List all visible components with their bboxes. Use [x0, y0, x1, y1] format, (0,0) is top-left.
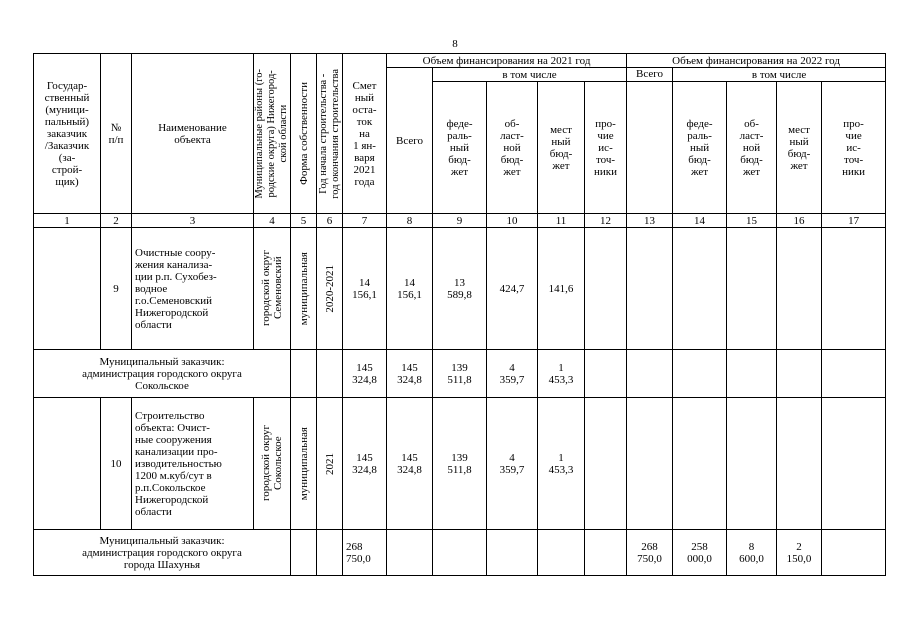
ownership-cell — [291, 530, 317, 576]
district-cell: городской округ Сокольское — [254, 398, 291, 530]
row-number: 9 — [101, 228, 132, 350]
regional-2021-cell: 4 359,7 — [487, 398, 538, 530]
total-2022-cell — [627, 228, 673, 350]
federal-2022-cell — [673, 228, 727, 350]
federal-2022-cell — [673, 398, 727, 530]
col-num: 13 — [627, 214, 673, 228]
page-number: 8 — [452, 38, 458, 50]
customer-label: Муниципальный заказчик: администрация городского округа города Шахунья — [34, 530, 291, 576]
regional-2022-cell: 8 600,0 — [727, 530, 777, 576]
col-num: 14 — [673, 214, 727, 228]
customer-cell-blank — [34, 398, 101, 530]
local-2021-cell: 1 453,3 — [538, 350, 585, 398]
total-2021-cell: 14 156,1 — [387, 228, 433, 350]
local-2021-cell: 1 453,3 — [538, 398, 585, 530]
header-object-name: Наименование объекта — [132, 54, 254, 214]
total-2022-cell — [627, 350, 673, 398]
regional-2021-cell: 4 359,7 — [487, 350, 538, 398]
other-2021-cell — [585, 530, 627, 576]
col-num: 7 — [343, 214, 387, 228]
col-num: 5 — [291, 214, 317, 228]
other-2021-cell — [585, 398, 627, 530]
header-total-2021: Всего — [387, 68, 433, 214]
table-row — [34, 398, 886, 530]
header-customer: Государ- ственный (муници- пальный) заказчик /Заказчик (за- строй- щик) — [34, 54, 101, 214]
local-2021-cell — [538, 530, 585, 576]
regional-2022-cell — [727, 228, 777, 350]
header-including-2021: в том числе — [433, 68, 627, 82]
col-num: 4 — [254, 214, 291, 228]
table-row — [34, 350, 886, 398]
col-num: 15 — [727, 214, 777, 228]
ownership-cell: муниципальная — [291, 228, 317, 350]
header-federal-2022: феде- раль- ный бюд- жет — [673, 82, 727, 214]
col-num: 8 — [387, 214, 433, 228]
local-2021-cell: 141,6 — [538, 228, 585, 350]
local-2022-cell — [777, 398, 822, 530]
row-number: 10 — [101, 398, 132, 530]
col-num: 16 — [777, 214, 822, 228]
years-cell — [317, 350, 343, 398]
financing-table — [33, 53, 886, 576]
regional-2022-cell — [727, 398, 777, 530]
federal-2021-cell: 139 511,8 — [433, 398, 487, 530]
other-2022-cell — [822, 228, 886, 350]
customer-cell-blank — [34, 228, 101, 350]
col-num: 3 — [132, 214, 254, 228]
ownership-cell: муниципальная — [291, 398, 317, 530]
estimate-cell: 14 156,1 — [343, 228, 387, 350]
other-2022-cell — [822, 530, 886, 576]
customer-label: Муниципальный заказчик: администрация городского округа Сокольское — [34, 350, 291, 398]
estimate-cell: 145 324,8 — [343, 350, 387, 398]
header-financing-2021: Объем финансирования на 2021 год — [387, 54, 627, 68]
col-num: 11 — [538, 214, 585, 228]
regional-2021-cell: 424,7 — [487, 228, 538, 350]
federal-2021-cell: 13 589,8 — [433, 228, 487, 350]
header-regional-2022: об- ласт- ной бюд- жет — [727, 82, 777, 214]
federal-2021-cell — [433, 530, 487, 576]
col-num: 1 — [34, 214, 101, 228]
object-name: Очистные соору- жения канализа- ции р.п. Сухобез- водное г.о.Семеновский Нижегородской области — [132, 228, 254, 350]
header-number: № п/п — [101, 54, 132, 214]
years-cell: 2020-2021 — [317, 228, 343, 350]
header-estimate: Смет ный оста- ток на 1 ян- варя 2021 года — [343, 54, 387, 214]
other-2021-cell — [585, 350, 627, 398]
header-local-2022: мест ный бюд- жет — [777, 82, 822, 214]
local-2022-cell — [777, 350, 822, 398]
total-2021-cell: 145 324,8 — [387, 398, 433, 530]
col-num: 6 — [317, 214, 343, 228]
other-2021-cell — [585, 228, 627, 350]
col-num: 17 — [822, 214, 886, 228]
header-local-2021: мест ный бюд- жет — [538, 82, 585, 214]
district-cell: городской округ Семеновский — [254, 228, 291, 350]
federal-2022-cell — [673, 350, 727, 398]
header-other-2021: про- чие ис- точ- ники — [585, 82, 627, 214]
years-cell: 2021 — [317, 398, 343, 530]
total-2021-cell — [387, 530, 433, 576]
total-2022-cell: 268 750,0 — [627, 530, 673, 576]
col-num: 9 — [433, 214, 487, 228]
total-2022-cell — [627, 398, 673, 530]
header-including-2022: в том числе — [673, 68, 886, 82]
header-years: Год начала строительства - год окончания строительства — [317, 54, 343, 214]
local-2022-cell: 2 150,0 — [777, 530, 822, 576]
total-2021-cell: 145 324,8 — [387, 350, 433, 398]
other-2022-cell — [822, 350, 886, 398]
ownership-cell — [291, 350, 317, 398]
header-ownership: Форма собственности — [291, 54, 317, 214]
column-numbers-row — [34, 214, 886, 228]
header-regional-2021: об- ласт- ной бюд- жет — [487, 82, 538, 214]
header-total-2022-blank — [627, 82, 673, 214]
header-district: Муниципальные районы (го- родские округа) Нижегород- ской области — [254, 54, 291, 214]
regional-2022-cell — [727, 350, 777, 398]
other-2022-cell — [822, 398, 886, 530]
col-num: 12 — [585, 214, 627, 228]
header-federal-2021: феде- раль- ный бюд- жет — [433, 82, 487, 214]
regional-2021-cell — [487, 530, 538, 576]
col-num: 2 — [101, 214, 132, 228]
years-cell — [317, 530, 343, 576]
estimate-cell: 145 324,8 — [343, 398, 387, 530]
local-2022-cell — [777, 228, 822, 350]
estimate-cell: 268 750,0 — [343, 530, 387, 576]
federal-2021-cell: 139 511,8 — [433, 350, 487, 398]
header-total-2022: Всего — [627, 68, 673, 82]
header-other-2022: про- чие ис- точ- ники — [822, 82, 886, 214]
table-row — [34, 530, 886, 576]
table-row — [34, 228, 886, 350]
col-num: 10 — [487, 214, 538, 228]
header-financing-2022: Объем финансирования на 2022 год — [627, 54, 886, 68]
federal-2022-cell: 258 000,0 — [673, 530, 727, 576]
object-name: Строительство объекта: Очист- ные сооружения канализации про- изводительностью 1200 м.куб/сут в р.п.Сокольское Нижегородской области — [132, 398, 254, 530]
